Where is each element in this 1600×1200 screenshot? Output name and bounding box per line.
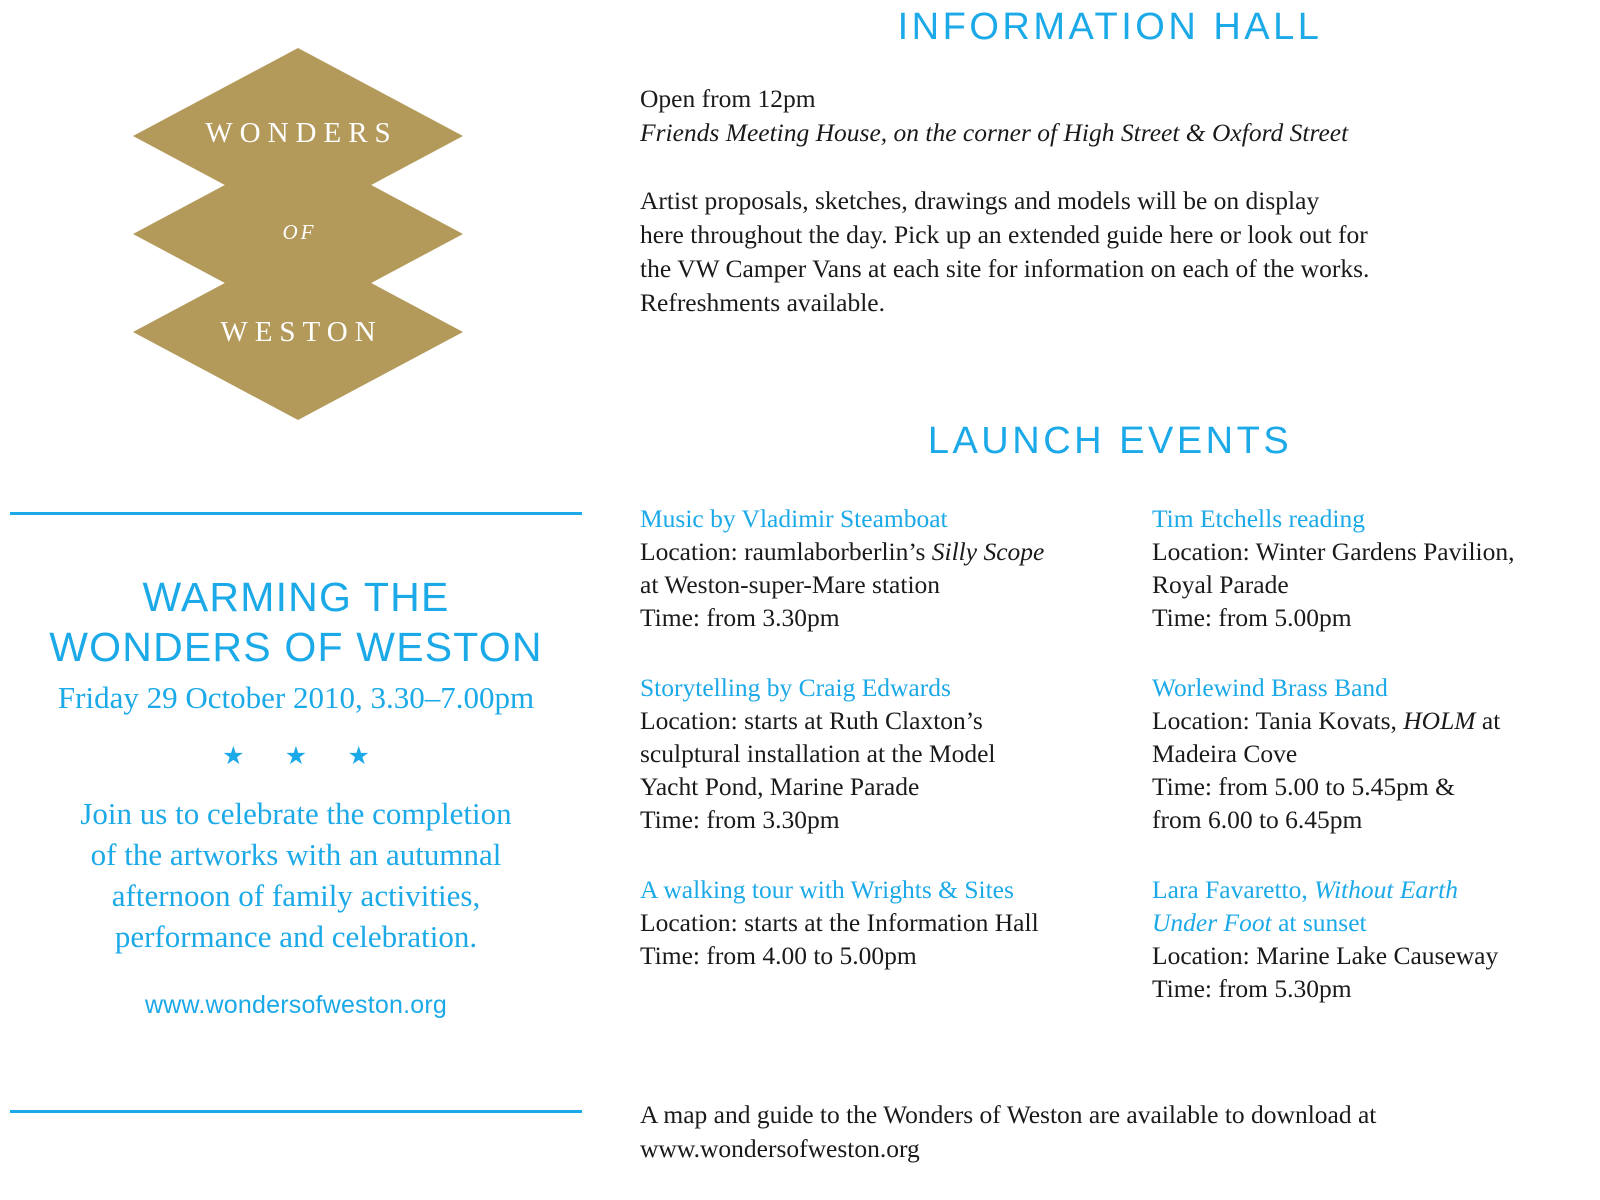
- event-location: [1152, 704, 1600, 737]
- event-location: Location: starts at Ruth Claxton’s: [640, 706, 983, 735]
- logo-word-of: OF: [282, 220, 317, 244]
- launch-events-column-left: [640, 502, 1110, 1009]
- info-hall-description: [640, 184, 1500, 320]
- event-time: Time: from 5.30pm: [1152, 974, 1352, 1003]
- event-location-line-2: Madeira Cove: [1152, 739, 1298, 768]
- event-location-artwork-title: HOLM: [1403, 706, 1476, 735]
- divider-rule-bottom: [10, 1110, 582, 1113]
- event-time: Time: from 3.30pm: [640, 603, 840, 632]
- event-title: Worlewind Brass Band: [1152, 673, 1388, 702]
- info-hall-description-line-4: Refreshments available.: [640, 288, 885, 317]
- event-location: Location: Marine Lake Causeway: [1152, 941, 1499, 970]
- event-time-line-2: from 6.00 to 6.45pm: [1152, 805, 1363, 834]
- invitation-line-1: Join us to celebrate the completion: [80, 796, 512, 831]
- information-hall-heading: INFORMATION HALL: [897, 6, 1323, 48]
- event-location-text: Location: Tania Kovats,: [1152, 706, 1404, 735]
- event-title: A walking tour with Wrights & Sites: [640, 875, 1014, 904]
- event-time: Time: from 3.30pm: [640, 805, 840, 834]
- footer-note-line-1: A map and guide to the Wonders of Weston are available to download at: [640, 1100, 1377, 1129]
- event-item: [1152, 502, 1600, 634]
- event-headline-block: [10, 572, 582, 1020]
- event-item: [640, 671, 1110, 836]
- right-column: [640, 0, 1580, 1200]
- info-hall-description-line-3: the VW Camper Vans at each site for information on each of the works.: [640, 254, 1370, 283]
- website-url-link[interactable]: www.wondersofweston.org: [145, 991, 447, 1019]
- invitation-line-3: afternoon of family activities,: [111, 878, 481, 913]
- footer-note: [640, 1098, 1520, 1166]
- event-location-line-2: Royal Parade: [1152, 570, 1289, 599]
- invitation-text: [10, 793, 582, 957]
- event-time: Time: from 5.00 to 5.45pm &: [1152, 772, 1455, 801]
- logo-word-wonders: WONDERS: [205, 117, 398, 149]
- left-column: [0, 0, 600, 1200]
- event-item: [640, 502, 1110, 634]
- event-title: Music by Vladimir Steamboat: [640, 504, 948, 533]
- event-title: Storytelling by Craig Edwards: [640, 673, 951, 702]
- info-hall-description-line-1: Artist proposals, sketches, drawings and models will be on display: [640, 186, 1320, 215]
- event-time: Time: from 5.00pm: [1152, 603, 1352, 632]
- invitation-line-4: performance and celebration.: [114, 919, 478, 954]
- star-divider-icon: ★ ★ ★: [222, 743, 387, 770]
- event-location-line-3: Yacht Pond, Marine Parade: [640, 772, 920, 801]
- event-title-line-2: [1152, 906, 1600, 939]
- divider-rule-top: [10, 512, 582, 515]
- event-location-line-2: at Weston-super-Mare station: [640, 570, 941, 599]
- event-title: Tim Etchells reading: [1152, 504, 1365, 533]
- information-hall-body: [640, 82, 1500, 320]
- event-location-text-tail: at: [1475, 706, 1501, 735]
- info-hall-venue-line: Friends Meeting House, on the corner of High Street & Oxford Street: [640, 118, 1349, 147]
- event-location-line-2: sculptural installation at the Model: [640, 739, 996, 768]
- info-hall-description-line-2: here throughout the day. Pick up an extended guide here or look out for: [640, 220, 1368, 249]
- event-title-artwork: Without Earth: [1314, 875, 1458, 904]
- event-title-suffix: at sunset: [1271, 908, 1367, 937]
- invitation-line-2: of the artworks with an autumnal: [90, 837, 502, 872]
- event-title-artwork-cont: Under Foot: [1152, 908, 1272, 937]
- event-date: Friday 29 October 2010, 3.30–7.00pm: [57, 680, 535, 715]
- launch-events-column-right: [1152, 502, 1600, 1042]
- event-item: [640, 873, 1110, 972]
- event-location-artwork-title: Silly Scope: [931, 537, 1045, 566]
- event-item: [1152, 873, 1600, 1005]
- event-location: Location: starts at the Information Hall: [640, 908, 1039, 937]
- event-location: Location: Winter Gardens Pavilion,: [1152, 537, 1515, 566]
- page-title: [10, 572, 582, 672]
- event-title-artist: Lara Favaretto,: [1152, 875, 1315, 904]
- event-title: [1152, 873, 1600, 906]
- logo-word-weston: WESTON: [220, 316, 383, 348]
- launch-events-heading: LAUNCH EVENTS: [927, 420, 1293, 462]
- event-location: [640, 535, 1110, 568]
- wonders-of-weston-logo: [133, 48, 463, 420]
- event-title-line-2: WONDERS OF WESTON: [49, 624, 543, 670]
- event-time: Time: from 4.00 to 5.00pm: [640, 941, 917, 970]
- event-item: [1152, 671, 1600, 836]
- event-title-line-1: WARMING THE: [142, 574, 450, 620]
- info-hall-open-line: Open from 12pm: [640, 84, 816, 113]
- event-location-text: Location: raumlaborberlin’s: [640, 537, 932, 566]
- footer-note-line-2: www.wondersofweston.org: [640, 1134, 920, 1163]
